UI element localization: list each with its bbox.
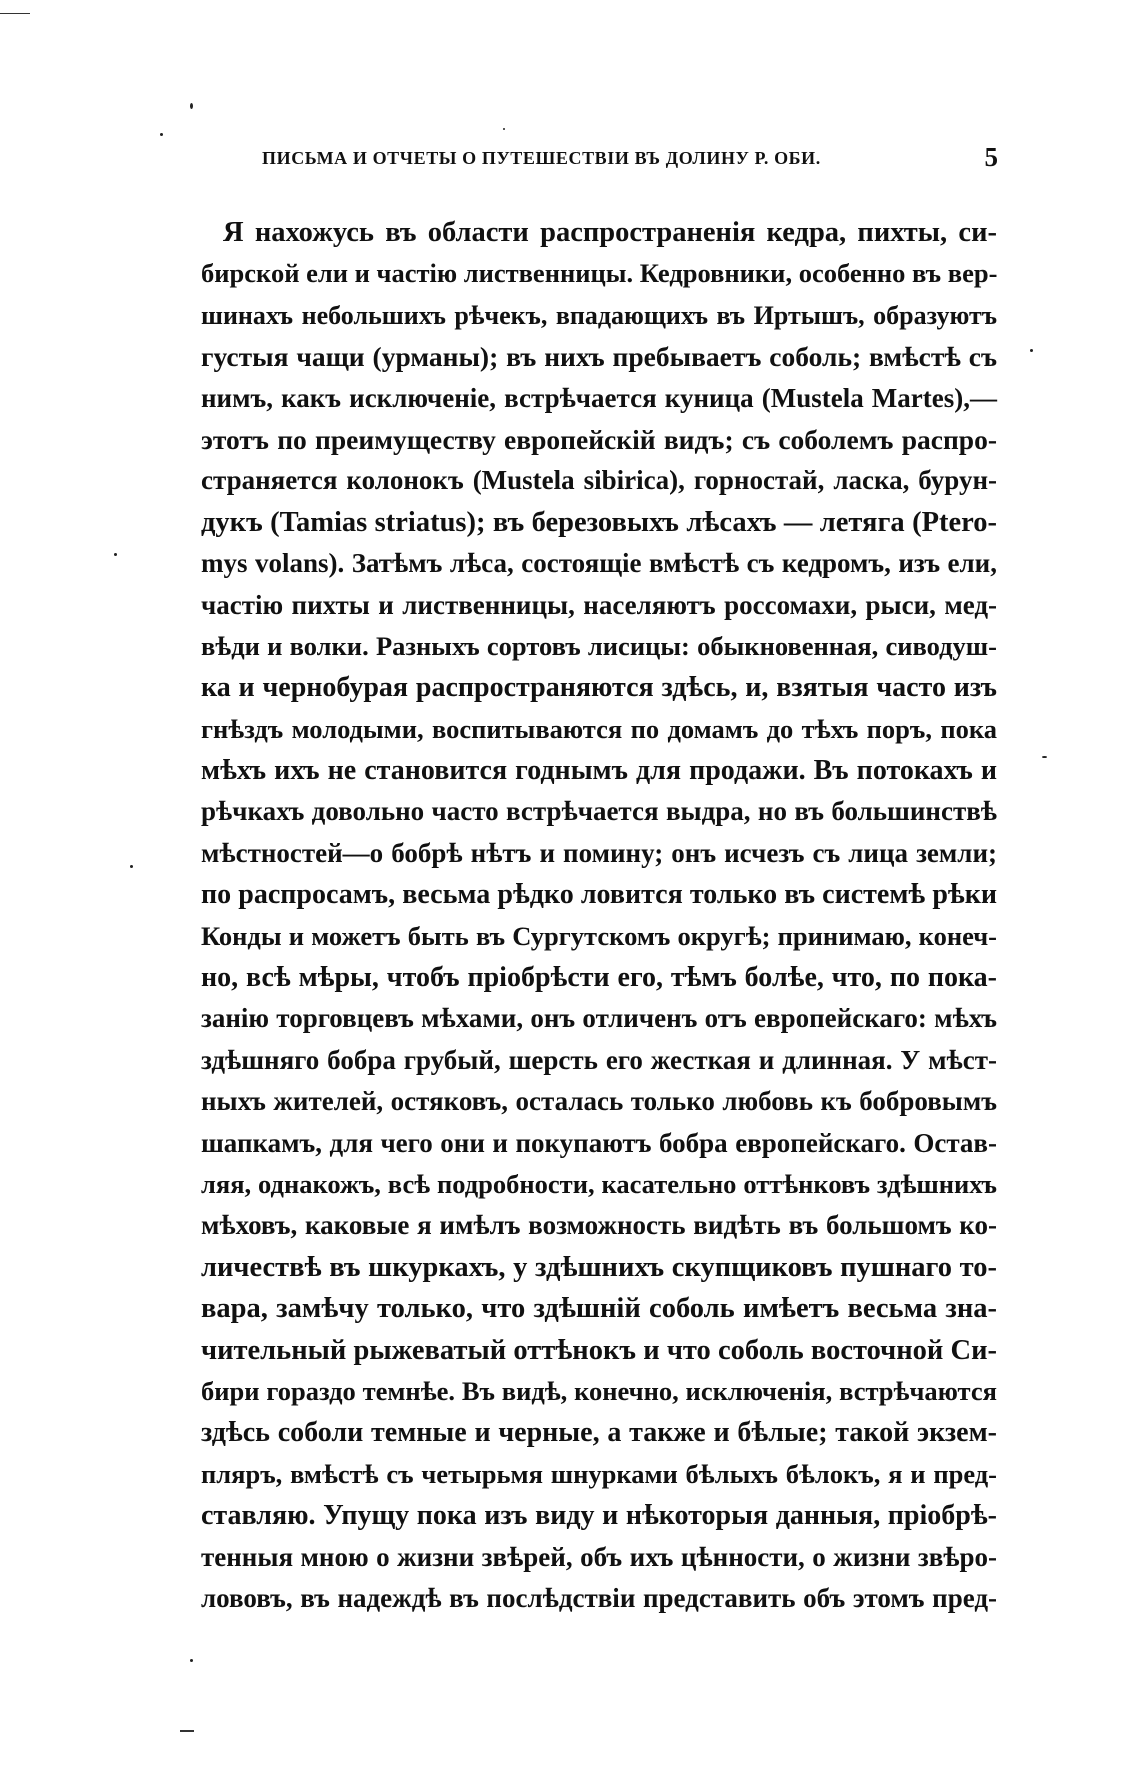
page-header [262, 142, 998, 176]
text-line: по распросамъ, весьма рѣдко ловится только въ системѣ рѣки [201, 879, 997, 911]
text-line: но, всѣ мѣры, чтобъ пріобрѣсти его, тѣмъ болѣе, что, по пока- [201, 962, 997, 994]
text-line: Я нахожусь въ области распространенія кедра, пихты, си- [223, 217, 997, 248]
scan-speck [503, 128, 505, 130]
text-line: вара, замѣчу только, что здѣшній соболь имѣетъ весьма зна- [201, 1293, 997, 1325]
scan-speck [130, 865, 133, 868]
text-line: занію торговцевъ мѣхами, онъ отличенъ отъ европейскаго: мѣхъ [201, 1003, 997, 1034]
text-line: здѣшняго бобра грубый, шерсть его жесткая и длинная. У мѣст- [201, 1044, 997, 1075]
text-line: лововъ, въ надеждѣ въ послѣдствіи представить объ этомъ пред- [201, 1582, 997, 1613]
body-paragraph [201, 212, 997, 1619]
scan-speck [190, 1659, 193, 1662]
text-line: гнѣздъ молодыми, воспитываются по домамъ до тѣхъ поръ, пока [201, 713, 997, 744]
text-line: рѣчкахъ довольно часто встрѣчается выдра, но въ большинствѣ [201, 796, 997, 827]
text-line: тенныя мною о жизни звѣрей, объ ихъ цѣнности, о жизни звѣро- [201, 1541, 997, 1572]
text-line: мѣстностей—о бобрѣ нѣтъ и помину; онъ исчезъ съ лица земли; [201, 837, 997, 868]
text-line: мѣхъ ихъ не становится годнымъ для продажи. Въ потокахъ и [201, 755, 997, 787]
text-line: пляръ, вмѣстѣ съ четырьмя шнурками бѣлыхъ бѣлокъ, я и пред- [201, 1458, 997, 1489]
text-line: здѣсь соболи темные и черные, а также и бѣлые; такой экзем- [201, 1417, 997, 1449]
text-line: страняется колонокъ (Mustela sibirica), горностай, ласка, бурун- [201, 465, 997, 496]
text-line: личествѣ въ шкуркахъ, у здѣшнихъ скупщиковъ пушнаго то- [201, 1251, 997, 1283]
running-title: ПИСЬМА И ОТЧЕТЫ О ПУТЕШЕСТВІИ ВЪ ДОЛИНУ Р. ОБИ. [262, 148, 821, 168]
text-line: густыя чащи (урманы); въ нихъ пребываетъ соболь; вмѣстѣ съ [201, 341, 997, 373]
text-line: Конды и можетъ быть въ Сургутскомъ округѣ; принимаю, конеч- [201, 920, 997, 951]
scan-speck [114, 553, 117, 556]
scan-speck [190, 103, 193, 109]
scan-edge-mark [180, 1730, 194, 1732]
text-line: бири гораздо темнѣе. Въ видѣ, конечно, исключенія, встрѣчаются [201, 1375, 997, 1406]
text-line: mys volans). Затѣмъ лѣса, состоящіе вмѣстѣ съ кедромъ, изъ ели, [201, 548, 997, 579]
scan-speck [1030, 349, 1033, 352]
scan-speck [1042, 756, 1047, 758]
text-line: ляя, однакожъ, всѣ подробности, касательно оттѣнковъ здѣшнихъ [201, 1168, 997, 1199]
text-line: дукъ (Tamias striatus); въ березовыхъ лѣсахъ — летяга (Ptero- [201, 506, 997, 538]
text-line: вѣди и волки. Разныхъ сортовъ лисицы: обыкновенная, сиводуш- [201, 630, 997, 661]
text-line: чительный рыжеватый оттѣнокъ и что соболь восточной Си- [201, 1334, 997, 1366]
text-line: шапкамъ, для чего они и покупаютъ бобра европейскаго. Остав- [201, 1127, 997, 1158]
text-line: бирской ели и частію лиственницы. Кедровники, особенно въ вер- [201, 258, 998, 289]
page-number: 5 [984, 142, 998, 172]
text-line: частію пихты и лиственницы, населяютъ россомахи, рыси, мед- [201, 589, 997, 620]
text-line: мѣховъ, каковые я имѣлъ возможность видѣть въ большомъ ко- [201, 1210, 997, 1241]
text-line: шинахъ небольшихъ рѣчекъ, впадающихъ въ Иртышъ, образуютъ [201, 300, 997, 330]
scan-edge-mark [0, 13, 30, 14]
text-line: ныхъ жителей, остяковъ, осталась только любовь къ бобровымъ [201, 1086, 997, 1117]
text-line: нимъ, какъ исключеніе, встрѣчается куница (Mustela Martes),— [201, 382, 997, 413]
scan-speck [160, 133, 163, 136]
text-line: этотъ по преимуществу европейскій видъ; съ соболемъ распро- [201, 423, 997, 455]
text-line: ка и чернобурая распространяются здѣсь, и, взятыя часто изъ [201, 672, 997, 704]
text-line: ставляю. Упущу пока изъ виду и нѣкоторыя данныя, пріобрѣ- [201, 1500, 997, 1532]
